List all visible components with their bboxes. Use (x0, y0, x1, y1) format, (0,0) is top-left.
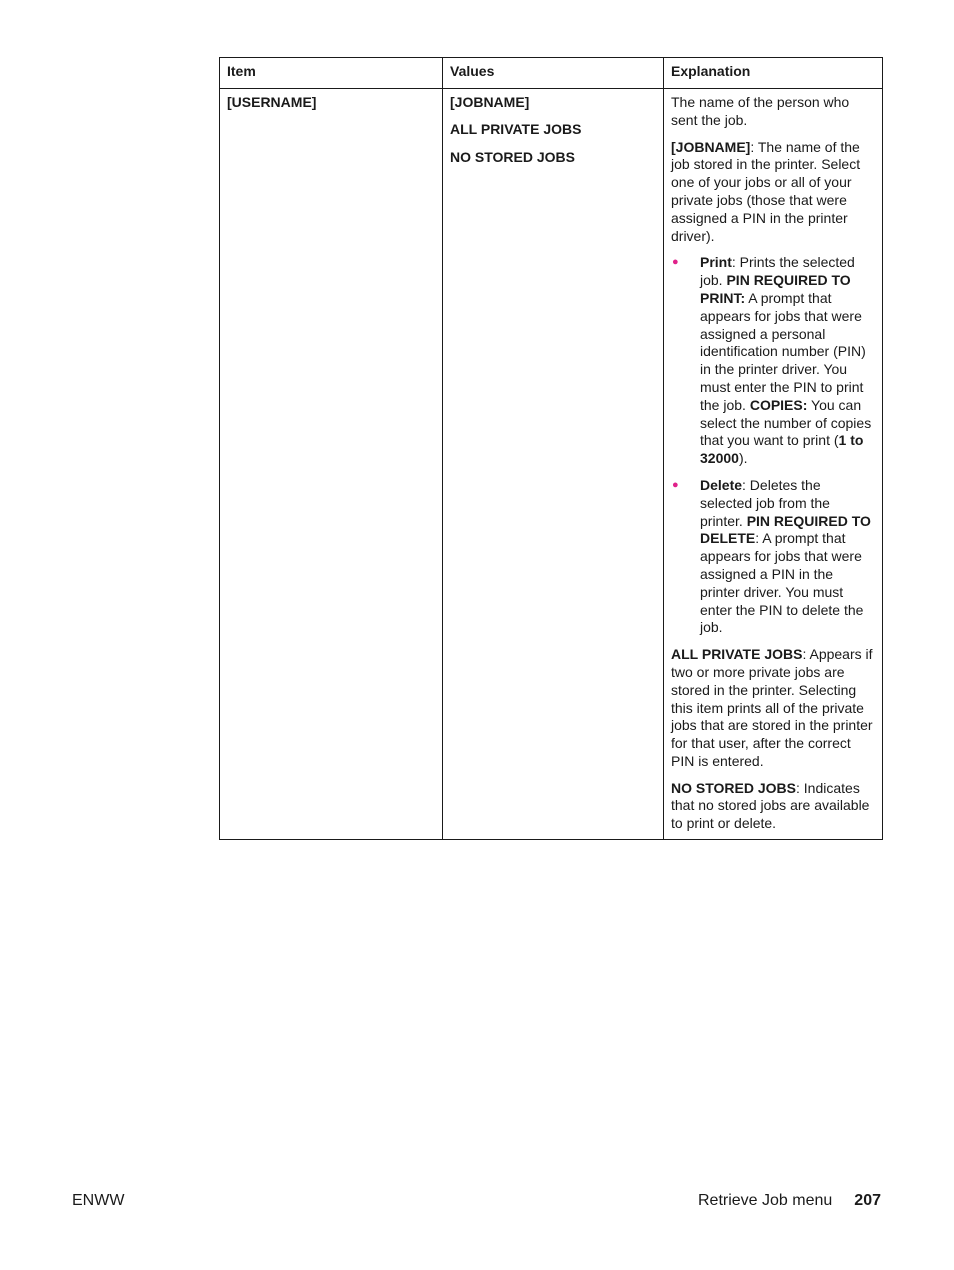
copies-range: 1 to 32000 (700, 432, 864, 467)
explanation-jobname (671, 139, 875, 246)
bullet-icon: ● (672, 478, 679, 491)
header-item: Item (220, 58, 443, 89)
explanation-cell (664, 89, 883, 840)
header-explanation: Explanation (664, 58, 883, 89)
footer-edition: ENWW (72, 1192, 125, 1209)
item-cell (220, 89, 443, 840)
table-row (220, 89, 883, 840)
bullet-icon: ● (672, 256, 679, 269)
print-text-4: ). (738, 450, 748, 467)
jobname-term: [JOBNAME] (671, 138, 751, 155)
copies-term: COPIES: (749, 396, 808, 413)
footer-section-title: Retrieve Job menu (698, 1192, 833, 1209)
value-jobname: [JOBNAME] (450, 94, 530, 110)
item-username: [USERNAME] (227, 94, 317, 110)
print-text-3: You can select the number of copies that you want to print ( (700, 396, 872, 449)
all-private-jobs-term: ALL PRIVATE JOBS (671, 646, 803, 663)
value-all-private-jobs: ALL PRIVATE JOBS (450, 121, 582, 138)
explanation-no-stored-jobs (671, 780, 875, 833)
pin-required-to-delete-term: PIN REQUIRED TO DELETE (700, 512, 871, 547)
retrieve-job-menu-table (219, 57, 883, 840)
delete-text-1: : Deletes the selected job from the printer. (700, 476, 830, 529)
value-no-stored-jobs: NO STORED JOBS (450, 148, 575, 165)
print-text-2: A prompt that appears for jobs that were assigned a personal identification number (PIN) in the printer driver. You must enter the PIN to print the job. (700, 289, 866, 413)
print-text-1: : Prints the selected job. (700, 254, 855, 289)
explanation-all-private-jobs (671, 646, 875, 771)
all-private-jobs-text: : Appears if two or more private jobs are stored in the printer. Selecting this item prints all of the private jobs that are stored in the printer for that user, after the correct PIN is entered. (671, 646, 873, 769)
page-number: 207 (854, 1192, 881, 1209)
pin-required-to-print-term: PIN REQUIRED TO PRINT: (700, 272, 851, 306)
header-values: Values (443, 58, 664, 89)
print-term: Print (700, 254, 732, 271)
values-cell (443, 89, 664, 840)
print-bullet (671, 254, 875, 468)
footer-section-info (698, 1192, 881, 1210)
no-stored-jobs-term: NO STORED JOBS (671, 779, 796, 796)
delete-bullet (671, 477, 875, 637)
table-header-row (220, 58, 883, 89)
jobname-text: : The name of the job stored in the printer. Select one of your jobs or all of your private jobs (those that were assigned a PIN in the printer driver). (671, 138, 861, 244)
delete-term: Delete (700, 476, 743, 493)
explanation-intro: The name of the person who sent the job. (671, 94, 850, 128)
delete-text-2: : A prompt that appears for jobs that were assigned a PIN in the printer driver. You must enter the PIN to delete the job. (700, 530, 864, 636)
no-stored-jobs-text: : Indicates that no stored jobs are available to print or delete. (671, 779, 870, 832)
